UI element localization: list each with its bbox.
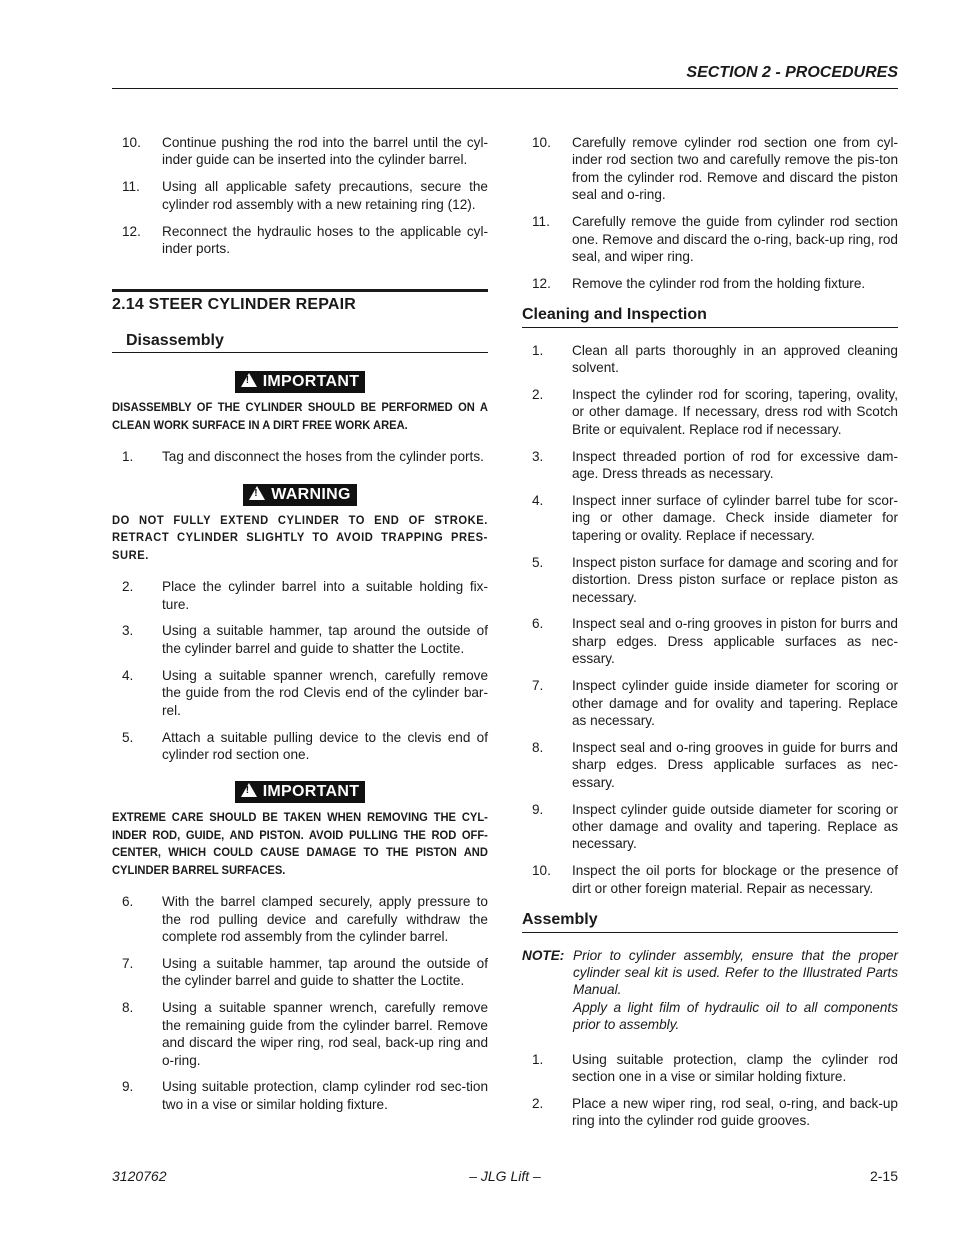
disassembly-steps-b (112, 578, 488, 763)
step-number: 2. (532, 386, 544, 402)
right-column (522, 134, 898, 1139)
section-heading: 2.14 STEER CYLINDER REPAIR (112, 289, 488, 313)
step-number: 1. (122, 449, 134, 465)
doc-number: 3120762 (112, 1168, 167, 1184)
warning-triangle-icon (241, 783, 257, 797)
list-item (112, 999, 488, 1069)
list-item (522, 862, 898, 897)
step-text: Inspect the cylinder rod for scoring, tapering, ovality, or other damage. If necessary, dress rod with Scotch Brite or equivalent. Replace rod if necessary. (572, 386, 898, 437)
important-badge-2 (112, 781, 488, 803)
step-text: Inspect cylinder guide inside diameter for scoring or other damage and for ovality and tapering. Replace as necessary. (572, 678, 898, 728)
step-number: 10. (532, 863, 551, 879)
assembly-heading: Assembly (522, 911, 898, 932)
note-line: Apply a light film of hydraulic oil to all components prior to assembly. (573, 999, 898, 1033)
important-label: IMPORTANT (262, 373, 360, 391)
step-number: 9. (122, 1079, 134, 1095)
list-item (112, 667, 488, 719)
step-number: 11. (122, 179, 140, 195)
step-number: 1. (532, 342, 544, 358)
step-number: 8. (122, 1000, 134, 1016)
disassembly-steps-a (112, 448, 488, 465)
step-number: 12. (532, 275, 551, 291)
step-number: 2. (122, 579, 134, 595)
step-text: Using a suitable hammer, tap around the outside of the cylinder barrel and guide to shatter the Loctite. (162, 623, 488, 656)
list-item (522, 275, 898, 292)
list-item (522, 342, 898, 377)
step-number: 10. (532, 135, 551, 150)
step-number: 5. (532, 554, 544, 570)
list-item (522, 615, 898, 667)
step-number: 3. (532, 448, 544, 464)
step-text: Using suitable protection, clamp the cylinder rod section one in a vise or similar holding fixture. (572, 1051, 898, 1084)
list-item (112, 178, 488, 213)
step-text: Attach a suitable pulling device to the clevis end of cylinder rod section one. (162, 729, 488, 762)
warning-badge (112, 484, 488, 506)
list-item (112, 622, 488, 657)
step-number: 7. (532, 678, 544, 694)
note (522, 947, 898, 1034)
step-text: Reconnect the hydraulic hoses to the applicable cyl-inder ports. (162, 223, 488, 257)
step-text: Place the cylinder barrel into a suitable holding fix-ture. (162, 579, 488, 612)
list-item (112, 1078, 488, 1113)
step-text: Inspect threaded portion of rod for excessive dam-age. Dress threads as necessary. (572, 448, 898, 482)
list-item (112, 578, 488, 613)
assembly-steps (522, 1051, 898, 1130)
step-text: With the barrel clamped securely, apply pressure to the rod pulling device and carefully withdraw the complete rod assembly from the cylinder barrel. (162, 894, 488, 945)
step-number: 4. (532, 493, 544, 508)
step-number: 10. (122, 135, 141, 150)
step-text: Using suitable protection, clamp cylinder rod sec-tion two in a vise or similar holding fixture. (162, 1079, 488, 1112)
list-item (522, 1051, 898, 1086)
step-text: Place a new wiper ring, rod seal, o-ring, and back-up ring into the cylinder rod guide grooves. (572, 1095, 898, 1129)
step-number: 3. (122, 623, 134, 639)
steps-top-left (112, 134, 488, 257)
step-text: Carefully remove cylinder rod section one from cyl-inder rod section two and carefully remove the pis-ton from the cylinder rod. Remove and discard the piston seal and o-ring. (572, 135, 898, 203)
warning-text: DO NOT FULLY EXTEND CYLINDER TO END OF STROKE. RETRACT CYLINDER SLIGHTLY TO AVOID TRAPPING PRES-SURE. (112, 512, 488, 562)
step-number: 1. (532, 1051, 544, 1067)
section-2-14 (112, 289, 488, 353)
step-number: 2. (532, 1095, 544, 1111)
step-number: 5. (122, 729, 134, 745)
important-text: EXTREME CARE SHOULD BE TAKEN WHEN REMOVING THE CYL-INDER ROD, GUIDE, AND PISTON. AVOID PULLING THE ROD OFF-CENTER, WHICH COULD CAUSE DAMAGE TO THE PISTON AND CYLINDER BARREL SURFACES. (112, 810, 488, 877)
cleaning-steps (522, 342, 898, 897)
step-number: 12. (122, 223, 141, 239)
step-number: 9. (532, 801, 544, 817)
step-number: 4. (122, 667, 134, 683)
important-text: DISASSEMBLY OF THE CYLINDER SHOULD BE PERFORMED ON A CLEAN WORK SURFACE IN A DIRT FREE WORK AREA. (112, 400, 488, 432)
list-item (112, 134, 488, 169)
warning-label: WARNING (271, 485, 351, 503)
list-item (112, 955, 488, 990)
brand: – JLG Lift – (469, 1168, 541, 1184)
section-header-title: SECTION 2 - PROCEDURES (686, 64, 898, 81)
list-item (522, 386, 898, 438)
list-item (522, 677, 898, 729)
step-number: 8. (532, 739, 544, 755)
step-text: Clean all parts thoroughly in an approved cleaning solvent. (572, 342, 898, 376)
step-number: 11. (532, 214, 550, 230)
list-item (522, 492, 898, 544)
step-text: Inspect seal and o-ring grooves in guide for burrs and sharp edges. Dress applicable surfaces as nec-essary. (572, 739, 898, 790)
list-item (522, 554, 898, 606)
step-number: 6. (122, 894, 134, 910)
step-text: Using a suitable spanner wrench, carefully remove the remaining guide from the cylinder barrel. Remove and discard the wiper ring, rod seal, back-up ring and o-ring. (162, 1000, 488, 1068)
list-item (112, 223, 488, 258)
warning-triangle-icon (249, 486, 265, 500)
warning-triangle-icon (241, 373, 257, 387)
step-text: Continue pushing the rod into the barrel until the cyl-inder guide can be inserted into the cylinder barrel. (162, 135, 488, 168)
page-number: 2-15 (869, 1168, 898, 1184)
list-item (112, 448, 488, 465)
list-item (522, 213, 898, 265)
list-item (112, 893, 488, 945)
step-number: 7. (122, 956, 134, 972)
list-item (522, 739, 898, 791)
list-item (522, 801, 898, 853)
important-label: IMPORTANT (262, 783, 360, 801)
step-text: Inspect piston surface for damage and scoring and for distortion. Dress piston surface or replace piston as necessary. (572, 554, 898, 605)
cleaning-heading: Cleaning and Inspection (522, 306, 898, 327)
disassembly-heading: Disassembly (112, 332, 488, 353)
list-item (112, 729, 488, 764)
list-item (522, 134, 898, 204)
note-body (573, 947, 898, 1034)
steps-top-right (522, 134, 898, 292)
disassembly-steps-c (112, 893, 488, 1113)
step-text: Using a suitable spanner wrench, carefully remove the guide from the rod Clevis end of the cylinder bar-rel. (162, 667, 488, 718)
note-line: Prior to cylinder assembly, ensure that the proper cylinder seal kit is used. Refer to the Illustrated Parts Manual. (573, 947, 898, 998)
step-text: Using a suitable hammer, tap around the outside of the cylinder barrel and guide to shatter the Loctite. (162, 956, 488, 989)
list-item (522, 448, 898, 483)
step-number: 6. (532, 616, 544, 632)
header-rule (112, 88, 898, 89)
note-label: NOTE: (522, 947, 565, 963)
step-text: Inspect seal and o-ring grooves in piston for burrs and sharp edges. Dress applicable surfaces as nec-essary. (572, 616, 898, 667)
important-badge-1 (112, 371, 488, 393)
step-text: Using all applicable safety precautions, secure the cylinder rod assembly with a new retaining ring (12). (162, 179, 488, 212)
step-text: Inspect inner surface of cylinder barrel tube for scor-ing or other damage. Check inside diameter for tapering or ovality. Replace if necessary. (572, 493, 898, 543)
step-text: Inspect the oil ports for blockage or the presence of dirt or other foreign material. Repair as necessary. (572, 863, 898, 896)
step-text: Inspect cylinder guide outside diameter for scoring or other damage and ovality and tapering. Replace as necessary. (572, 801, 898, 852)
step-text: Carefully remove the guide from cylinder rod section one. Remove and discard the o-ring, back-up ring, rod seal, and wiper ring. (572, 214, 898, 264)
step-text: Tag and disconnect the hoses from the cylinder ports. (162, 449, 484, 465)
list-item (522, 1095, 898, 1130)
step-text: Remove the cylinder rod from the holding fixture. (572, 275, 866, 291)
left-column (112, 134, 488, 1123)
